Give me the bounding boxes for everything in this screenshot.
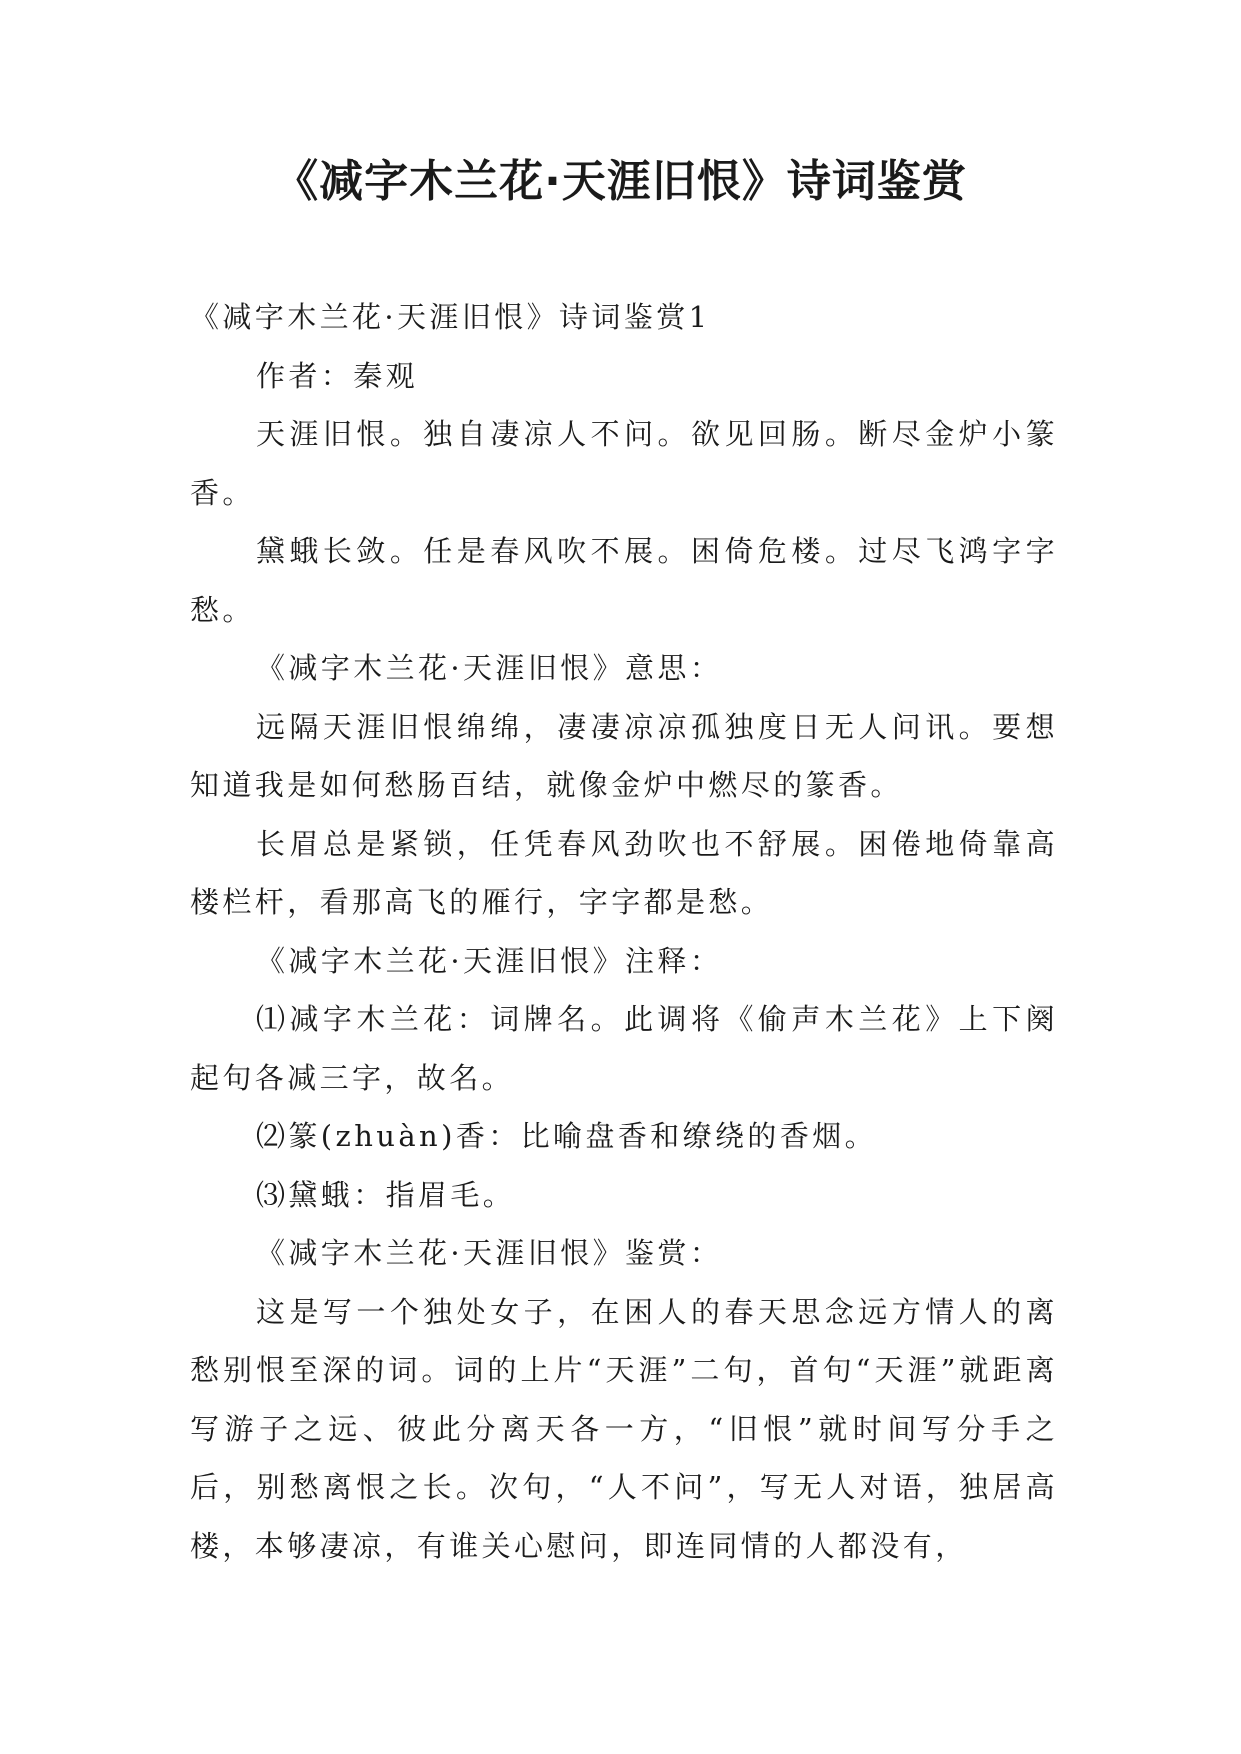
poem-stanza-2: 黛蛾长敛。任是春风吹不展。困倚危楼。过尽飞鸿字字愁。 bbox=[190, 534, 1058, 627]
author-line: 作者：秦观 bbox=[256, 358, 419, 393]
meaning-heading: 《减字木兰花·天涯旧恨》意思： bbox=[256, 651, 723, 685]
appreciation-paragraph: 这是写一个独处女子，在困人的春天思念远方情人的离愁别恨至深的词。词的上片“天涯”二句，首句“天涯”就距离写游子之远、彼此分离天各一方，“旧恨”就时间写分手之后，别愁离恨之长。次句，“人不问”，写无人对语，独居高楼，本够凄凉，有谁关心慰问，即连同情的人都没有， bbox=[190, 1294, 1058, 1563]
note-3: ⑶黛蛾：指眉毛。 bbox=[256, 1177, 516, 1212]
note-2: ⑵篆(zhuàn)香：比喻盘香和缭绕的香烟。 bbox=[256, 1119, 878, 1153]
note-1: ⑴减字木兰花：词牌名。此调将《偷声木兰花》上下阕起句各减三字，故名。 bbox=[190, 1002, 1058, 1095]
poem-stanza-1: 天涯旧恨。独自凄凉人不问。欲见回肠。断尽金炉小篆香。 bbox=[190, 417, 1058, 510]
section-heading: 《减字木兰花·天涯旧恨》诗词鉴赏1 bbox=[190, 300, 711, 334]
notes-heading: 《减字木兰花·天涯旧恨》注释： bbox=[256, 943, 723, 978]
meaning-paragraph-1: 远隔天涯旧恨绵绵，凄凄凉凉孤独度日无人问讯。要想知道我是如何愁肠百结，就像金炉中燃尽的篆香。 bbox=[190, 709, 1058, 802]
appreciation-heading: 《减字木兰花·天涯旧恨》鉴赏： bbox=[256, 1236, 723, 1270]
document-body bbox=[190, 288, 1058, 1575]
document-title: 《减字木兰花·天涯旧恨》诗词鉴赏 bbox=[274, 156, 967, 207]
meaning-paragraph-2: 长眉总是紧锁，任凭春风劲吹也不舒展。困倦地倚靠高楼栏杆，看那高飞的雁行，字字都是愁。 bbox=[190, 826, 1058, 919]
